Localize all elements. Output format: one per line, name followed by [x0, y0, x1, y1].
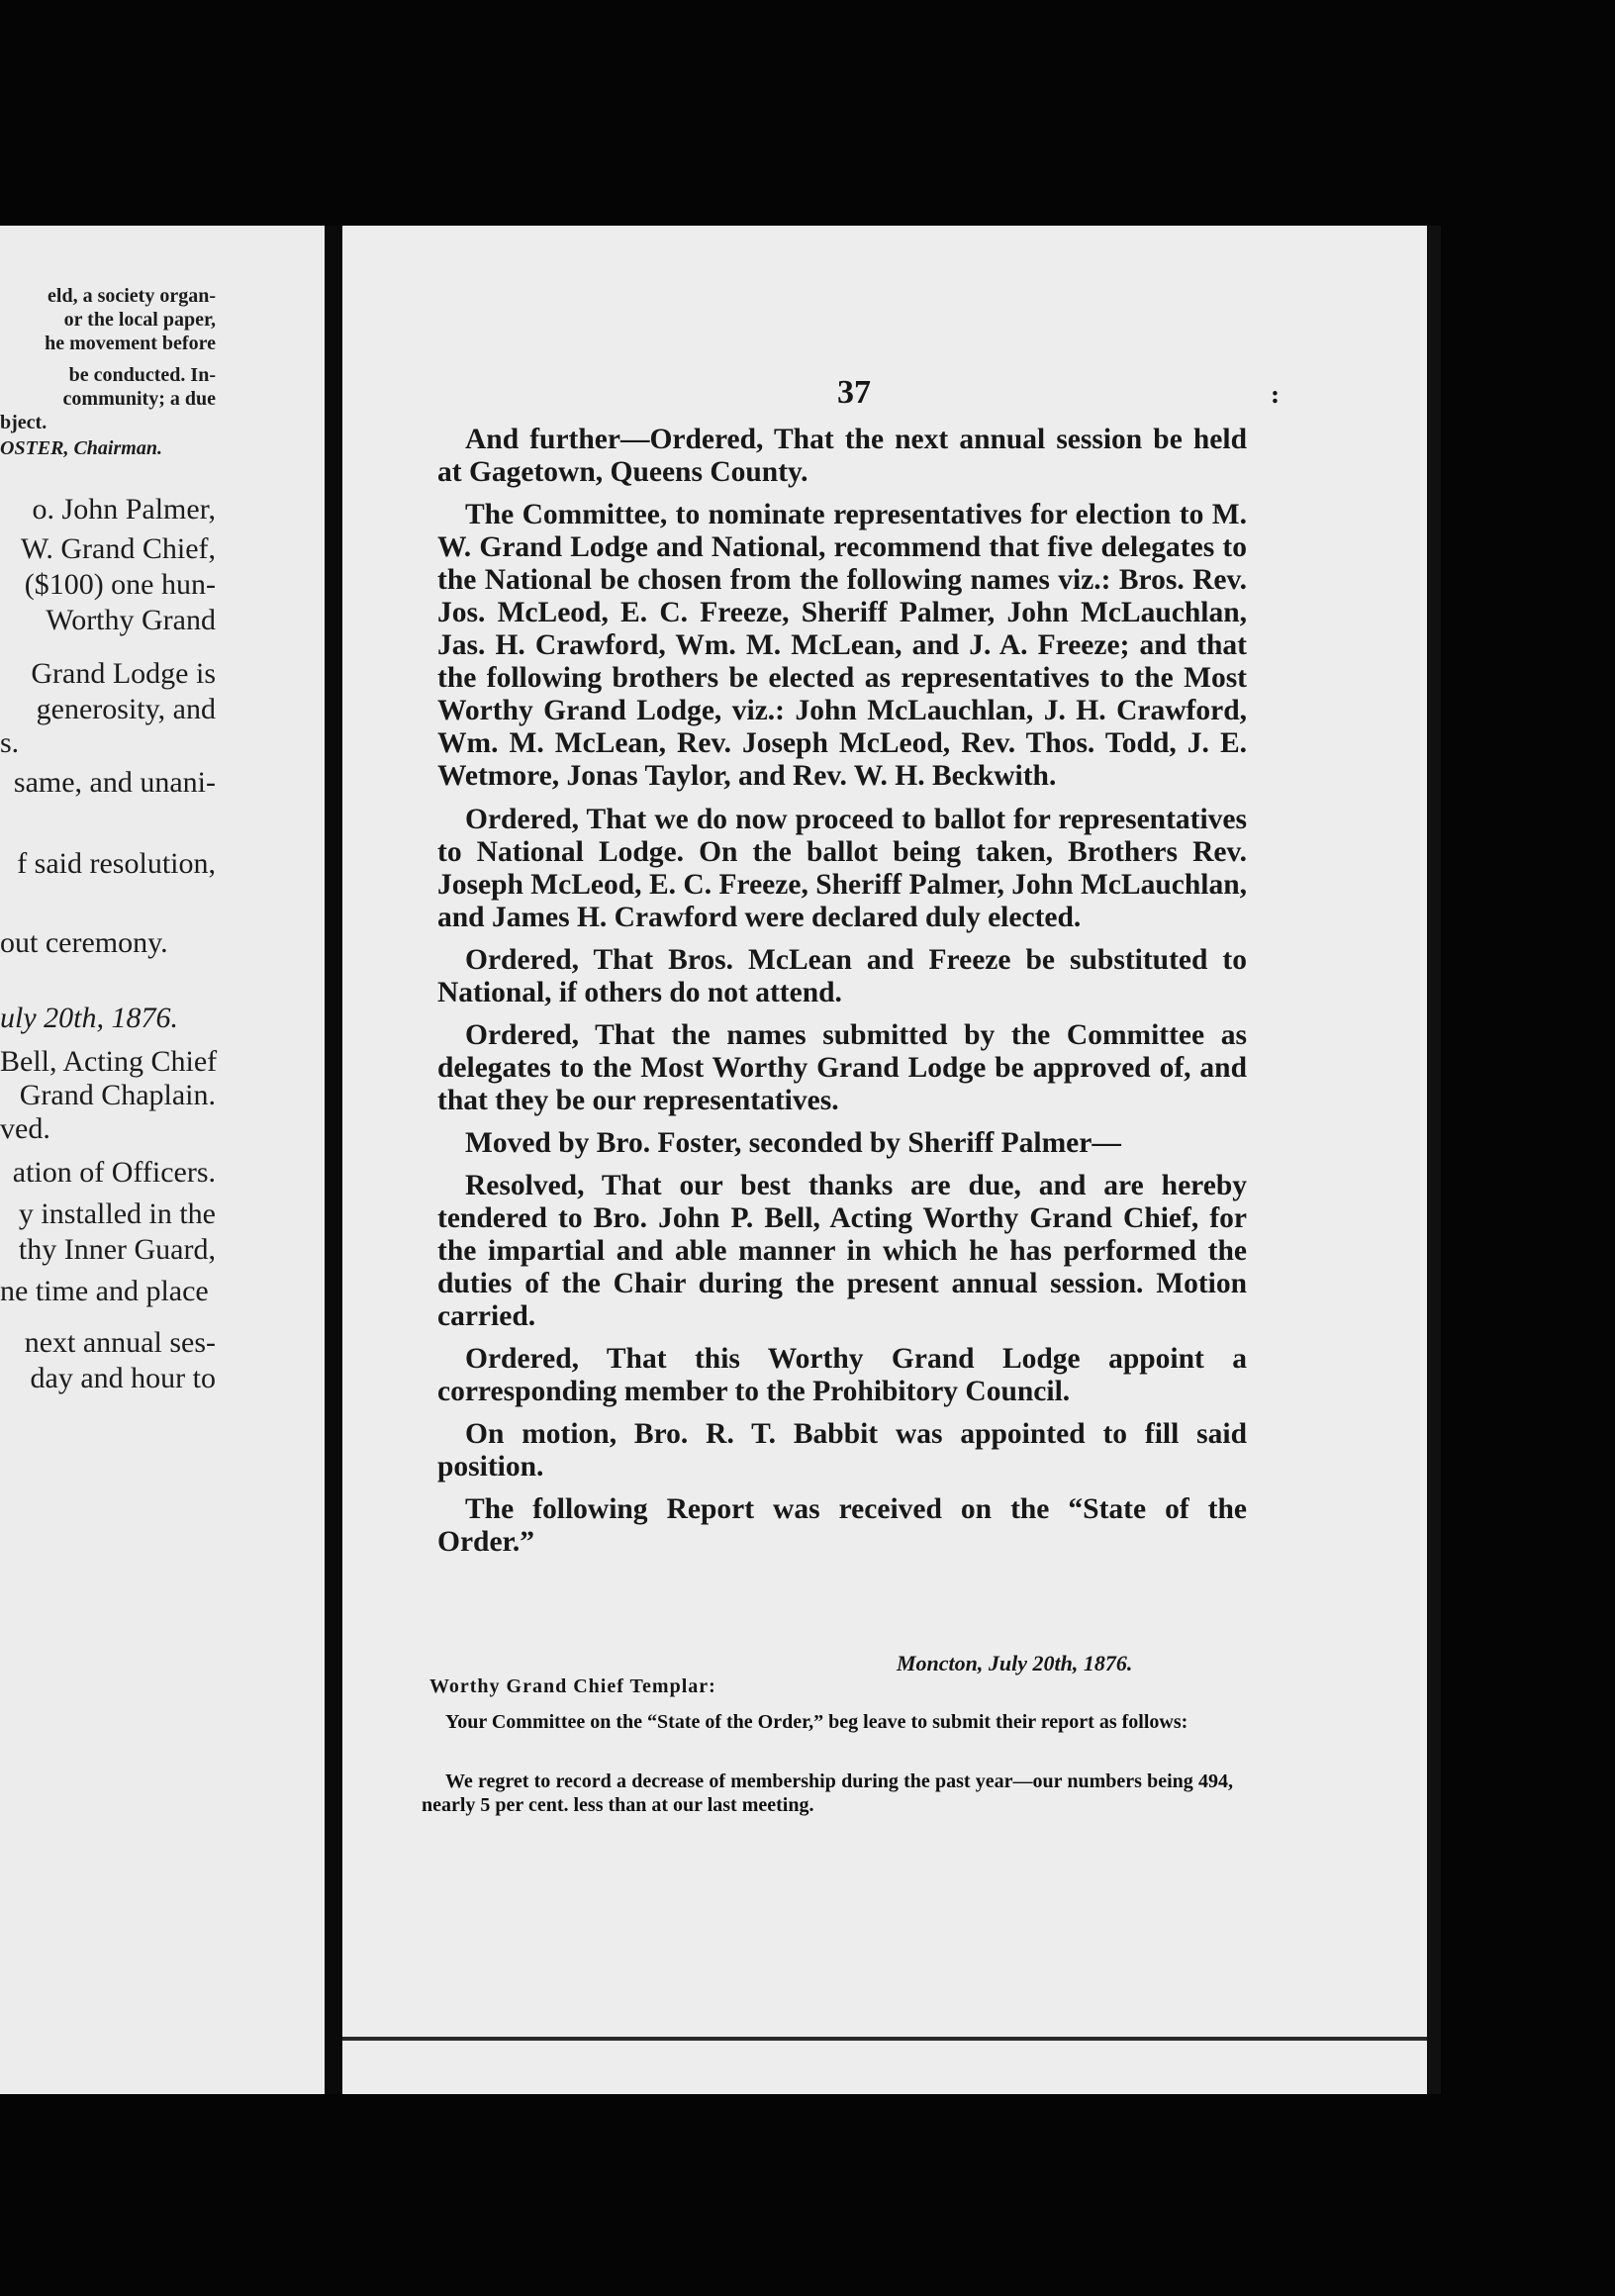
left-text-line: be conducted. In- — [68, 364, 216, 386]
paragraph: Moved by Bro. Foster, seconded by Sheriff Palmer— — [465, 1126, 1121, 1159]
paragraph: Ordered, That this Worthy Grand Lodge appoint a corresponding member to the Prohibitory Council. — [437, 1343, 1247, 1408]
report-paragraph: We regret to record a decrease of membership during the past year—our numbers being 494, nearly 5 per cent. less than at our last meeting. — [422, 1770, 1233, 1816]
left-text-line: ($100) one hun- — [24, 568, 216, 601]
paragraph: Ordered, That the names submitted by the Committee as delegates to the Most Worthy Grand Lodge be approved of, and that they be our representatives. — [437, 1018, 1247, 1116]
left-text-line: s. — [0, 726, 20, 759]
left-text-line: ation of Officers. — [12, 1156, 216, 1189]
left-text-line: day and hour to — [30, 1362, 216, 1394]
left-text-line: out ceremony. — [0, 926, 168, 959]
margin-mark: : — [1271, 380, 1280, 409]
page-number: 37 — [837, 374, 871, 411]
paragraph: Ordered, That Bros. McLean and Freeze be substituted to National, if others do not attend. — [437, 943, 1247, 1008]
bottom-rule — [342, 2037, 1427, 2041]
left-text-line: thy Inner Guard, — [18, 1233, 216, 1266]
page-gutter — [325, 226, 342, 2094]
left-text-line: o. John Palmer, — [32, 493, 216, 526]
page-edge — [1427, 226, 1441, 2094]
paragraph: And further—Ordered, That the next annual session be held at Gagetown, Queens County. — [437, 424, 1247, 489]
left-text-line: ne time and place — [0, 1275, 209, 1307]
paragraph: The following Report was received on the “State of the Order.” — [437, 1493, 1247, 1559]
left-text-line: he movement before — [45, 333, 216, 354]
left-text-line: bject. — [0, 412, 48, 433]
left-text-line: generosity, and — [36, 693, 216, 725]
left-text-line: uly 20th, 1876. — [0, 1002, 178, 1034]
report-salutation: Worthy Grand Chief Templar: — [429, 1675, 716, 1697]
left-text-line: same, and unani- — [13, 766, 216, 799]
left-text-line: Grand Lodge is — [31, 657, 216, 690]
left-text-line: Bell, Acting Chief — [0, 1045, 218, 1078]
left-text-line: W. Grand Chief, — [20, 532, 216, 565]
left-text-line: OSTER, Chairman. — [0, 437, 162, 459]
report-paragraph: Your Committee on the “State of the Order,” beg leave to submit their report as follows: — [445, 1711, 1188, 1733]
left-text-line: or the local paper, — [63, 309, 216, 331]
left-text-line: ved. — [0, 1112, 50, 1145]
main-page — [342, 226, 1427, 2094]
left-text-line: f said resolution, — [17, 847, 216, 880]
paragraph: The Committee, to nominate representatives for election to M. W. Grand Lodge and National, recommend that five delegates to the National be chosen from the following names viz.: Bros. Rev. Jos. McLeod, E. C. Freeze, Sheriff Palmer, John McLauchlan, Jas. H. Crawford, Wm. M. McLean, and J. A. Freeze; and that the following brothers be elected as representatives to the Most Worthy Grand Lodge, viz.: John McLauchlan, J. H. Crawford, Wm. M. McLean, Rev. Joseph McLeod, Rev. Thos. Todd, J. E. Wetmore, Jonas Taylor, and Rev. W. H. Beckwith. — [437, 499, 1247, 793]
left-text-line: y installed in the — [18, 1197, 216, 1230]
left-text-line: community; a due — [62, 388, 216, 410]
body-text — [437, 424, 1247, 1570]
left-text-line: Grand Chaplain. — [19, 1079, 216, 1111]
paragraph: On motion, Bro. R. T. Babbit was appointed to fill said position. — [437, 1418, 1247, 1483]
paragraph: Resolved, That our best thanks are due, and are hereby tendered to Bro. John P. Bell, Acting Worthy Grand Chief, for the impartial and able manner in which he has performed the duties of the Chair during the present annual session. Motion carried. — [437, 1169, 1247, 1333]
left-page-fragment — [0, 226, 328, 2094]
left-text-line: Worthy Grand — [46, 604, 216, 636]
paragraph: Ordered, That we do now proceed to ballot for representatives to National Lodge. On the ballot being taken, Brothers Rev. Joseph McLeod, E. C. Freeze, Sheriff Palmer, John McLauchlan, and James H. Crawford were declared duly elected. — [437, 803, 1247, 933]
left-text-line: next annual ses- — [24, 1326, 216, 1359]
report-dateline: Moncton, July 20th, 1876. — [897, 1651, 1133, 1675]
left-text-line: eld, a society organ- — [48, 285, 216, 307]
